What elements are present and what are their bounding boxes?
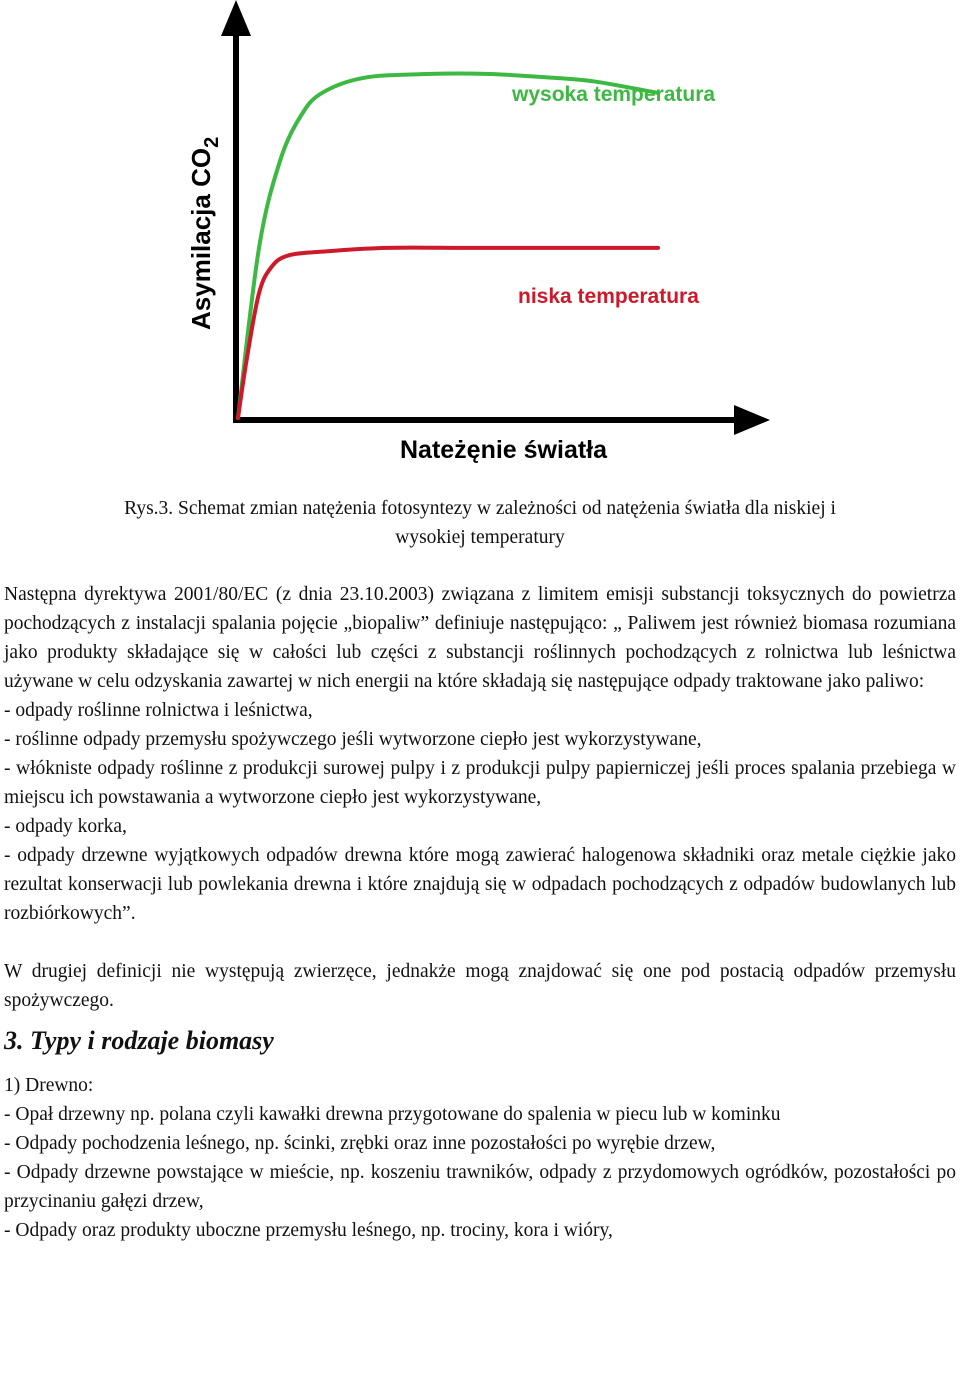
list-item: - Odpady pochodzenia leśnego, np. ścinki, zrębki oraz inne pozostałości po wyrębie drzew,	[4, 1133, 716, 1154]
list-item: - roślinne odpady przemysłu spożywczego jeśli wytworzone ciepło jest wykorzystywane,	[4, 729, 702, 750]
list-item: - włókniste odpady roślinne z produkcji surowej pulpy i z produkcji pulpy papierniczej jeśli proces spalania przebiega w miejscu ich powstawania a wytworzone ciepło jest wykorzystywane,	[4, 758, 956, 808]
y-axis-label-main: Asymilacja CO	[186, 147, 216, 330]
list-title: 1) Drewno:	[4, 1075, 94, 1096]
list-item: - odpady roślinne rolnictwa i leśnictwa,	[4, 700, 313, 721]
x-axis-arrowhead	[734, 405, 770, 435]
y-axis-label	[186, 137, 223, 330]
series-line-low-temperature	[238, 248, 658, 418]
section-heading: 3. Typy i rodzaje biomasy	[4, 1026, 274, 1055]
list-item: - Odpady drzewne powstające w mieście, np. koszeniu trawników, odpady z przydomowych ogródków, pozostałości po przycinaniu gałęzi drzew,	[4, 1162, 956, 1212]
y-axis-arrowhead	[221, 0, 251, 36]
list-item: - Odpady oraz produkty uboczne przemysłu leśnego, np. trociny, kora i wióry,	[4, 1220, 613, 1241]
body-text	[4, 580, 956, 1245]
series-line-high-temperature	[238, 74, 658, 418]
list-item: - odpady drzewne wyjątkowych odpadów drewna które mogą zawierać halogenowa składniki oraz metale ciężkie jako rezultat konserwacji lub powlekania drewna i które znajdują się w odpadach pochodzących z odpadów budowlanych lub rozbiórkowych”.	[4, 845, 956, 924]
caption-line-1: Rys.3. Schemat zmian natężenia fotosyntezy w zależności od natężenia światła dla niskiej i	[124, 498, 836, 519]
caption-line-2: wysokiej temperatury	[395, 527, 565, 548]
y-axis-label-subscript: 2	[201, 136, 223, 148]
curve-label-low: niska temperatura	[518, 285, 699, 308]
list-item: - odpady korka,	[4, 816, 127, 837]
list-item: - Opał drzewny np. polana czyli kawałki drewna przygotowane do spalenia w piecu lub w kominku	[4, 1104, 781, 1125]
series-layer	[238, 74, 658, 418]
figure-caption	[0, 494, 960, 552]
x-axis-label: Nateżęnie światła	[400, 436, 608, 464]
curve-label-high: wysoka temperatura	[512, 83, 716, 106]
definition-paragraph: Następna dyrektywa 2001/80/EC (z dnia 23.10.2003) związana z limitem emisji substancji toksycznych do powietrza pochodzących z instalacji spalania pojęcie „biopaliw” definiuje następująco: „ Paliwem jest również biomasa rozumiana jako produkty składające się w całości lub części z substancji roślinnych pochodzących z rolnictwa lub leśnictwa używane w celu odzyskania zawartej w nich energii na które składają się następujące odpady traktowane jako paliwo:	[4, 584, 956, 692]
second-definition-paragraph: W drugiej definicji nie występują zwierzęce, jednakże mogą znajdować się one pod postacią odpadów przemysłu spożywczego.	[4, 961, 956, 1011]
figure-chart	[0, 0, 960, 470]
